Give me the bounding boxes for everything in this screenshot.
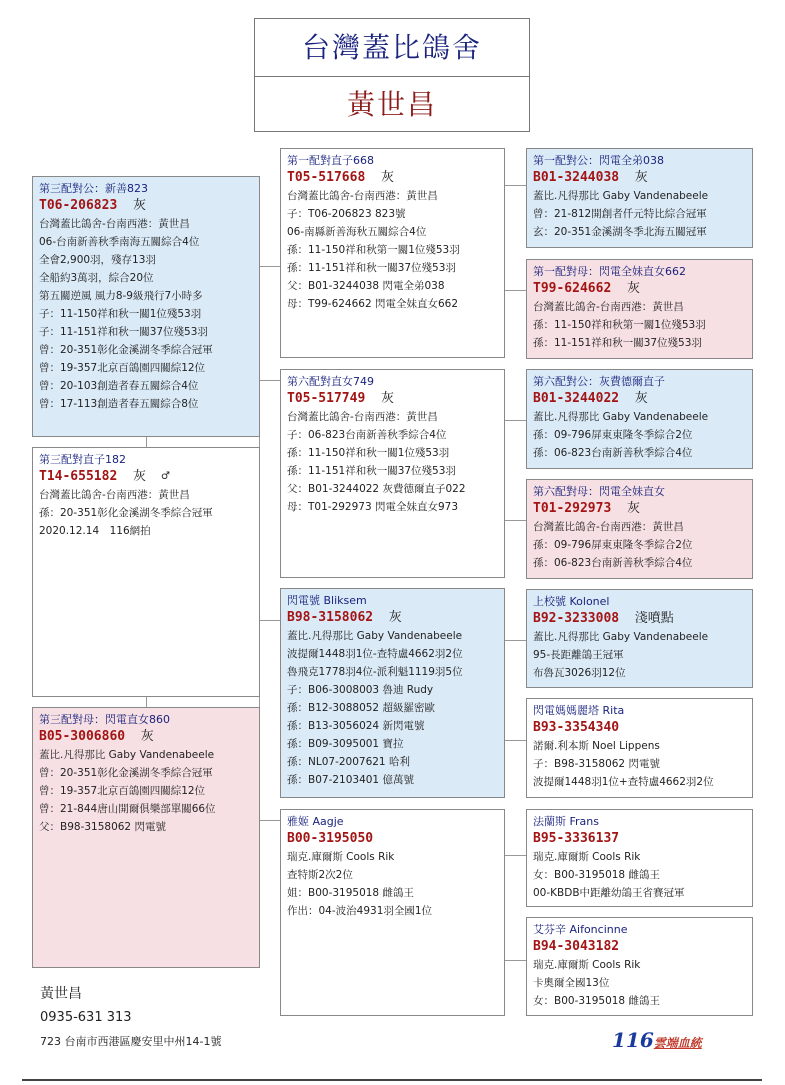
card-line: 父：B01-3244022 灰費德爾直子022 (287, 483, 466, 495)
card-line: 孫：NL07-2007621 哈利 (287, 756, 410, 768)
card-title: 雅姬 Aagje (287, 815, 344, 828)
logo-number: 116 (612, 1028, 654, 1052)
contact-phone: 0935-631 313 (40, 1010, 132, 1025)
color-label: 灰 (380, 391, 394, 406)
card-line: 孫：B09-3095001 寶拉 (287, 738, 404, 750)
card-line: 蓋比.凡得那比 Gaby Vandenabeele (533, 411, 709, 423)
contact-info (40, 984, 270, 1052)
card-line: 台灣蓋比鴿舍-台南西港：黃世昌 (39, 489, 190, 501)
color-label: 灰 (634, 170, 648, 185)
ring-number: B05-3006860 (39, 729, 126, 744)
card-line: 子：11-150祥和秋一關1位殘53羽 (39, 308, 202, 320)
card-line: 波提爾1448羽1位+查特盧4662羽2位 (533, 776, 714, 788)
sss-card (526, 148, 753, 248)
bottom-divider (22, 1079, 762, 1081)
card-line: 孫：11-151祥和秋一關37位殘53羽 (533, 337, 702, 349)
contact-name: 黃世昌 (40, 986, 82, 1002)
card-line: 蓋比.凡得那比 Gaby Vandenabeele (533, 190, 709, 202)
card-line: 孫：20-351彰化金溪湖冬季綜合冠軍 (39, 507, 213, 519)
card-line: 孫：09-796屏東東隆冬季綜合2位 (533, 429, 693, 441)
sds-card (526, 369, 753, 469)
card-title: 法蘭斯 Frans (533, 815, 599, 828)
card-line: 子：T06-206823 823號 (287, 208, 406, 220)
card-title: 第一配對直子668 (287, 154, 374, 167)
ddd-card (526, 917, 753, 1016)
dam-card (32, 707, 260, 968)
card-line: 瑞克.庫爾斯 Cools Rik (533, 851, 641, 863)
color-label: 灰 (626, 281, 640, 296)
sire-sire-card (280, 148, 505, 358)
card-title: 第六配對直女749 (287, 375, 374, 388)
card-line: 瑞克.庫爾斯 Cools Rik (287, 851, 395, 863)
card-line: 孫：06-823台南新善秋季綜合4位 (533, 557, 693, 569)
card-line: 諾爾.利本斯 Noel Lippens (533, 740, 660, 752)
card-line: 蓋比.凡得那比 Gaby Vandenabeele (533, 631, 709, 643)
ring-number: B01-3244022 (533, 391, 620, 406)
color-label: 灰 (626, 501, 640, 516)
color-label: 灰 (140, 729, 154, 744)
sire-card (32, 176, 260, 437)
card-line: 台灣蓋比鴿舍-台南西港：黃世昌 (533, 521, 684, 533)
card-line: 父：B01-3244038 閃電全弟038 (287, 280, 445, 292)
card-line: 母：T99-624662 閃電全妹直女662 (287, 298, 459, 310)
card-title: 第六配對公：灰費德爾直子 (533, 375, 665, 388)
card-line: 作出：04-波治4931羽全國1位 (287, 905, 433, 917)
card-title: 第三配對公：新善823 (39, 182, 148, 195)
card-line: 台灣蓋比鴿舍-台南西港：黃世昌 (287, 190, 438, 202)
card-line: 孫：B07-2103401 億萬號 (287, 774, 414, 786)
card-line: 子：11-151祥和秋一關37位殘53羽 (39, 326, 208, 338)
dsd-card (526, 698, 753, 798)
logo-text: 雲端血統 (653, 1036, 702, 1050)
card-line: 台灣蓋比鴿舍-台南西港：黃世昌 (287, 411, 438, 423)
card-line: 孫：06-823台南新善秋季綜合4位 (533, 447, 693, 459)
card-title: 第三配對母：閃電直女860 (39, 713, 170, 726)
card-title: 第三配對直子182 (39, 453, 126, 466)
card-line: 魯飛克1778羽4位-派利魁1119羽5位 (287, 666, 463, 678)
card-line: 子：B98-3158062 閃電號 (533, 758, 660, 770)
card-line: 女：B00-3195018 雌鴿王 (533, 995, 660, 1007)
ring-number: T05-517749 (287, 391, 366, 406)
sdd-card (526, 479, 753, 579)
card-line: 母：T01-292973 閃電全妹直女973 (287, 501, 459, 513)
dam-dam-card (280, 809, 505, 1016)
card-line: 子：06-823台南新善秋季綜合4位 (287, 429, 447, 441)
card-line: 玄：20-351金溪湖冬季北海五關冠軍 (533, 226, 707, 238)
dds-card (526, 809, 753, 907)
card-line: 孫：11-151祥和秋一關37位殘53羽 (287, 465, 456, 477)
ring-number: B94-3043182 (533, 939, 620, 954)
card-line: 孫：11-150祥和秋第一關1位殘53羽 (287, 244, 460, 256)
card-line: 台灣蓋比鴿舍-台南西港：黃世昌 (39, 218, 190, 230)
color-label: 灰 (132, 469, 146, 484)
card-line: 曾：19-357北京百鴿園四關綜12位 (39, 362, 206, 374)
card-line: 00-KBDB中距離幼鴿王省賽冠軍 (533, 887, 685, 899)
loft-title: 台灣蓋比鴿舍 (255, 19, 529, 77)
ssd-card (526, 259, 753, 359)
color-label: 灰 (388, 610, 402, 625)
ring-number: T14-655182 (39, 469, 118, 484)
card-line: 曾：17-113創造者春五關綜合8位 (39, 398, 199, 410)
card-line: 台灣蓋比鴿舍-台南西港：黃世昌 (533, 301, 684, 313)
card-line: 查特斯2次2位 (287, 869, 353, 881)
card-line: 全會2,900羽，殘存13羽 (39, 254, 156, 266)
card-line: 姐：B00-3195018 雌鴿王 (287, 887, 414, 899)
card-line: 曾：20-351彰化金溪湖冬季綜合冠軍 (39, 344, 213, 356)
card-line: 子：B06-3008003 魯迪 Rudy (287, 684, 434, 696)
card-line: 孫：11-150祥和秋第一關1位殘53羽 (533, 319, 706, 331)
card-line: 06-台南新善秋季南海五關綜合4位 (39, 236, 200, 248)
ring-number: B98-3158062 (287, 610, 374, 625)
card-line: 曾：20-351彰化金溪湖冬季綜合冠軍 (39, 767, 213, 779)
card-line: 卡奧爾全國13位 (533, 977, 610, 989)
ring-number: B01-3244038 (533, 170, 620, 185)
color-label: 灰 (634, 391, 648, 406)
color-label: 灰 (380, 170, 394, 185)
card-line: 曾：19-357北京百鴿園四關綜12位 (39, 785, 206, 797)
card-title: 艾芬辛 Aifoncinne (533, 923, 628, 936)
ring-number: B92-3233008 (533, 611, 620, 626)
ring-number: T99-624662 (533, 281, 612, 296)
card-line: 曾：20-103創造者春五關綜合4位 (39, 380, 199, 392)
card-line: 孫：B13-3056024 新閃電號 (287, 720, 425, 732)
card-line: 父：B98-3158062 閃電號 (39, 821, 166, 833)
ring-number: B95-3336137 (533, 831, 620, 846)
card-line: 95-長距離鴿王冠軍 (533, 649, 624, 661)
card-lines (39, 215, 253, 413)
card-title: 第六配對母：閃電全妹直女 (533, 485, 665, 498)
card-line: 蓋比.凡得那比 Gaby Vandenabeele (39, 749, 215, 761)
card-line: 全船約3萬羽，綜合20位 (39, 272, 154, 284)
sex-icon: ♂ (161, 469, 170, 484)
subject-card (32, 447, 260, 697)
card-title: 閃電號 Bliksem (287, 594, 367, 607)
card-line: 曾：21-844唐山開爾俱樂部單關66位 (39, 803, 216, 815)
card-line: 孫：11-151祥和秋一關37位殘53羽 (287, 262, 456, 274)
dam-sire-card (280, 588, 505, 798)
card-line: 女：B00-3195018 雌鴿王 (533, 869, 660, 881)
card-line: 06-南縣新善海秋五關綜合4位 (287, 226, 427, 238)
card-line: 孫：09-796屏東東隆冬季綜合2位 (533, 539, 693, 551)
card-line: 孫：B12-3088052 超級羅密歐 (287, 702, 435, 714)
card-line: 蓋比.凡得那比 Gaby Vandenabeele (287, 630, 463, 642)
pedigree-header (254, 18, 530, 132)
ring-number: B00-3195050 (287, 831, 374, 846)
card-title: 第一配對母：閃電全妹直女662 (533, 265, 686, 278)
color-label: 灰 (132, 198, 146, 213)
card-line: 孫：11-150祥和秋一關1位殘53羽 (287, 447, 450, 459)
dss-card (526, 589, 753, 688)
card-line: 曾：21-812開創者仟元特比綜合冠軍 (533, 208, 707, 220)
card-title: 閃電媽媽麗塔 Rita (533, 704, 625, 717)
ring-number: T05-517668 (287, 170, 366, 185)
card-line: 2020.12.14 116網拍 (39, 525, 151, 537)
ring-number: B93-3354340 (533, 720, 620, 735)
card-line: 第五關逆風 風力8-9級飛行7小時多 (39, 290, 203, 302)
card-title: 上校號 Kolonel (533, 595, 610, 608)
card-line: 布魯瓦3026羽12位 (533, 667, 626, 679)
card-line: 瑞克.庫爾斯 Cools Rik (533, 959, 641, 971)
color-label: 淺噴點 (634, 611, 674, 626)
card-line: 波提爾1448羽1位-查特盧4662羽2位 (287, 648, 463, 660)
ring-number: T06-206823 (39, 198, 118, 213)
card-title: 第一配對公：閃電全弟038 (533, 154, 664, 167)
owner-title: 黃世昌 (346, 88, 437, 121)
brand-logo (612, 1028, 742, 1058)
sire-dam-card (280, 369, 505, 578)
ring-number: T01-292973 (533, 501, 612, 516)
contact-address: 723 台南市西港區慶安里中州14-1號 (40, 1035, 222, 1048)
